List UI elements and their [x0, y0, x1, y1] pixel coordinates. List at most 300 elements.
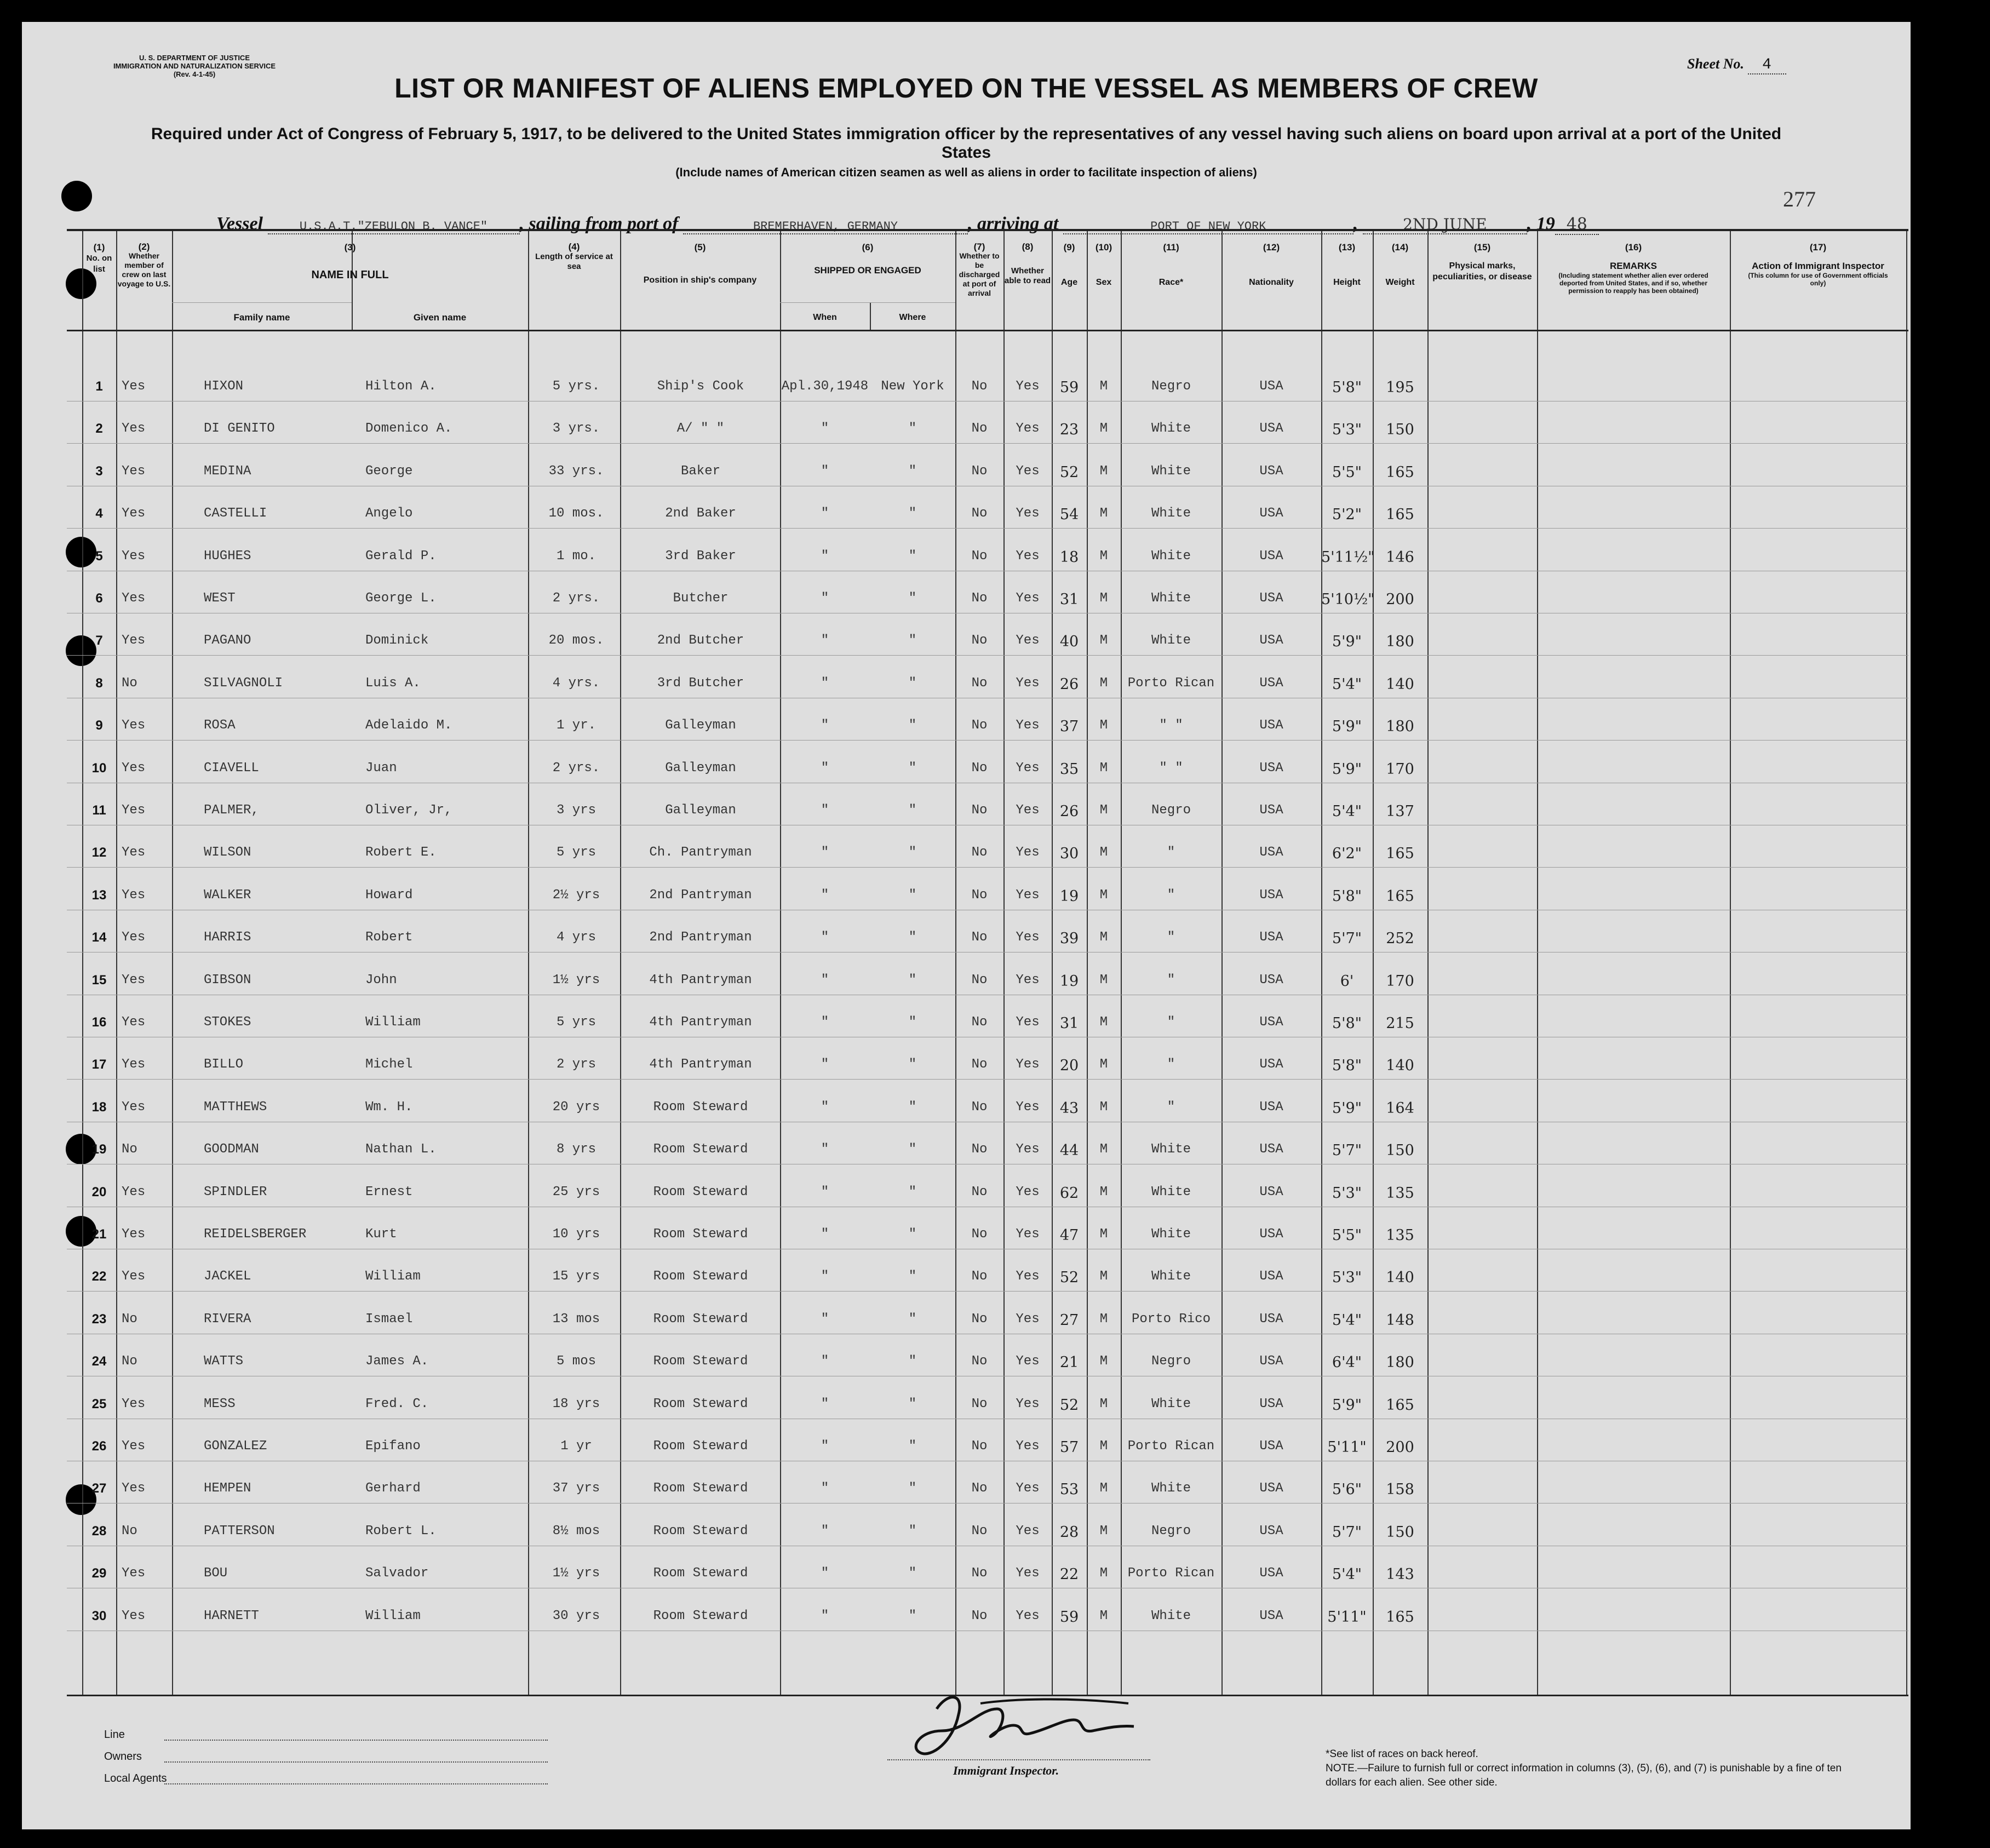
cell-no: 14 — [91, 930, 107, 945]
cell-when: " — [821, 973, 829, 988]
cell-when: " — [821, 1142, 829, 1157]
cell-no: 27 — [91, 1481, 107, 1496]
cell-last: Yes — [122, 633, 146, 648]
sheet-number-value: 4 — [1748, 56, 1786, 74]
column-divider — [1121, 231, 1122, 1695]
inspector-line — [887, 1759, 1150, 1760]
column-divider — [1730, 231, 1731, 1695]
cell-read: Yes — [1016, 506, 1040, 521]
cell-discharged: No — [971, 1397, 988, 1411]
cell-nat: USA — [1259, 1397, 1283, 1411]
cell-age: 31 — [1059, 1015, 1079, 1032]
cell-height: 5'5" — [1332, 464, 1362, 481]
agents-field — [164, 1783, 548, 1784]
cell-sex: M — [1099, 633, 1108, 648]
cell-when: " — [821, 803, 829, 818]
cell-read: Yes — [1016, 930, 1040, 945]
cell-weight: 165 — [1386, 888, 1414, 905]
column-divider — [1373, 231, 1374, 1695]
arrival-year: 48 — [1555, 215, 1599, 235]
cell-where: " — [908, 845, 917, 860]
cell-family: BOU — [204, 1566, 228, 1581]
family-name-header: Family name — [233, 312, 290, 323]
cell-read: Yes — [1016, 888, 1040, 903]
sailing-label: , sailing from port of — [519, 214, 679, 234]
col-header-3: (3) NAME IN FULL — [311, 242, 389, 281]
cell-last: Yes — [122, 1057, 146, 1072]
cell-service: 10 yrs — [552, 1227, 600, 1242]
arriving-label: , arriving at — [967, 214, 1059, 234]
cell-read: Yes — [1016, 1227, 1040, 1242]
column-divider — [82, 231, 83, 1695]
cell-sex: M — [1099, 973, 1108, 988]
cell-where: " — [908, 1524, 917, 1539]
cell-family: HIXON — [204, 379, 244, 394]
cell-given: George — [365, 464, 413, 479]
cell-service: 20 mos. — [548, 633, 604, 648]
cell-height: 5'9" — [1332, 718, 1362, 735]
cell-race: White — [1151, 506, 1191, 521]
cell-service: 15 yrs — [552, 1269, 600, 1284]
cell-weight: 180 — [1386, 1354, 1414, 1371]
cell-service: 13 mos — [552, 1312, 600, 1327]
cell-race: " — [1167, 1100, 1175, 1115]
cell-race: " — [1167, 973, 1175, 988]
cell-where: " — [908, 1269, 917, 1284]
cell-weight: 150 — [1386, 421, 1414, 438]
cell-discharged: No — [971, 1185, 988, 1200]
cell-read: Yes — [1016, 676, 1040, 691]
cell-when: " — [821, 464, 829, 479]
cell-given: Robert E. — [365, 845, 437, 860]
cell-position: 2nd Baker — [665, 506, 736, 521]
cell-position: Ship's Cook — [657, 379, 744, 394]
cell-sex: M — [1099, 1609, 1108, 1623]
cell-service: 5 yrs — [556, 845, 596, 860]
cell-service: 1½ yrs — [552, 1566, 600, 1581]
cell-where: " — [908, 1100, 917, 1115]
cell-weight: 135 — [1386, 1185, 1414, 1202]
col-header-14: (14) Weight — [1385, 242, 1415, 287]
cell-position: Room Steward — [653, 1524, 748, 1539]
cell-sex: M — [1099, 379, 1108, 394]
cell-family: CASTELLI — [204, 506, 267, 521]
cell-where: " — [908, 803, 917, 818]
cell-when: " — [821, 1269, 829, 1284]
cell-service: 8½ mos — [552, 1524, 600, 1539]
cell-when: " — [821, 549, 829, 564]
cell-last: Yes — [122, 1015, 146, 1030]
page-subtitle: Required under Act of Congress of February 5, 1917, to be delivered to the United States immigration officer by the representatives of any vessel having such aliens on board upon arrival at a port of the United States — [151, 125, 1782, 162]
cell-when: " — [821, 1185, 829, 1200]
cell-when: Apl.30,1948 — [781, 379, 869, 394]
local-agents-label: Local Agents — [104, 1772, 167, 1784]
cell-sex: M — [1099, 1142, 1108, 1157]
cell-position: Room Steward — [653, 1227, 748, 1242]
sheet-number — [1687, 56, 1786, 74]
cell-given: James A. — [365, 1354, 429, 1369]
cell-discharged: No — [971, 973, 988, 988]
cell-no: 4 — [95, 506, 103, 521]
cell-read: Yes — [1016, 1312, 1040, 1327]
cell-where: " — [908, 591, 917, 606]
cell-age: 47 — [1059, 1227, 1079, 1244]
col-header-6: (6) SHIPPED OR ENGAGED — [814, 242, 921, 276]
cell-no: 25 — [91, 1397, 107, 1411]
cell-when: " — [821, 506, 829, 521]
crew-table — [67, 229, 1908, 1696]
cell-nat: USA — [1259, 549, 1283, 564]
col-header-12: (12) Nationality — [1249, 242, 1294, 287]
cell-nat: USA — [1259, 1481, 1283, 1496]
cell-where: " — [908, 1609, 917, 1623]
form-revision: (Rev. 4-1-45) — [173, 70, 216, 78]
cell-given: Fred. C. — [365, 1397, 429, 1411]
cell-read: Yes — [1016, 591, 1040, 606]
cell-last: Yes — [122, 549, 146, 564]
row-rule — [67, 1291, 1908, 1292]
cell-age: 40 — [1059, 633, 1079, 650]
cell-sex: M — [1099, 803, 1108, 818]
col-header-13: (13) Height — [1333, 242, 1361, 287]
cell-position: Room Steward — [653, 1185, 748, 1200]
cell-discharged: No — [971, 676, 988, 691]
cell-age: 52 — [1059, 1397, 1079, 1414]
cell-discharged: No — [971, 888, 988, 903]
cell-sex: M — [1099, 1015, 1108, 1030]
cell-age: 35 — [1059, 761, 1079, 778]
cell-discharged: No — [971, 1227, 988, 1242]
cell-last: Yes — [122, 1609, 146, 1623]
col-header-5: (5) Position in ship's company — [643, 242, 757, 285]
cell-nat: USA — [1259, 379, 1283, 394]
col-header-1: (1) No. on list — [86, 242, 112, 274]
cell-race: White — [1151, 1185, 1191, 1200]
cell-given: Salvador — [365, 1566, 429, 1581]
cell-discharged: No — [971, 549, 988, 564]
cell-weight: 148 — [1386, 1312, 1414, 1329]
header-rule — [172, 302, 352, 303]
cell-race: White — [1151, 1227, 1191, 1242]
cell-discharged: No — [971, 761, 988, 776]
column-divider — [1427, 231, 1429, 1695]
cell-read: Yes — [1016, 1185, 1040, 1200]
footer-note — [1326, 1747, 1873, 1790]
cell-last: Yes — [122, 1100, 146, 1115]
column-divider — [1906, 231, 1907, 1695]
cell-no: 12 — [91, 845, 107, 860]
column-divider — [1087, 231, 1088, 1695]
cell-discharged: No — [971, 1142, 988, 1157]
cell-read: Yes — [1016, 845, 1040, 860]
cell-no: 21 — [91, 1227, 107, 1242]
cell-service: 4 yrs. — [552, 676, 600, 691]
cell-read: Yes — [1016, 633, 1040, 648]
cell-service: 1 yr. — [556, 718, 596, 733]
cell-last: Yes — [122, 1227, 146, 1242]
cell-weight: 135 — [1386, 1227, 1414, 1244]
cell-weight: 215 — [1386, 1015, 1414, 1032]
cell-service: 5 yrs — [556, 1015, 596, 1030]
cell-position: Room Steward — [653, 1566, 748, 1581]
cell-position: Butcher — [673, 591, 729, 606]
cell-height: 5'7" — [1332, 1524, 1362, 1541]
cell-position: Galleyman — [665, 803, 736, 818]
column-divider — [780, 231, 781, 1695]
cell-height: 5'4" — [1332, 1312, 1362, 1329]
cell-no: 13 — [91, 888, 107, 903]
cell-no: 20 — [91, 1185, 107, 1200]
cell-sex: M — [1099, 591, 1108, 606]
cell-service: 2 yrs — [556, 1057, 596, 1072]
cell-given: William — [365, 1015, 421, 1030]
cell-age: 22 — [1059, 1566, 1079, 1583]
cell-where: " — [908, 1142, 917, 1157]
cell-last: Yes — [122, 1439, 146, 1454]
cell-discharged: No — [971, 1566, 988, 1581]
cell-weight: 165 — [1386, 1609, 1414, 1626]
cell-weight: 170 — [1386, 973, 1414, 990]
cell-given: Juan — [365, 761, 397, 776]
cell-when: " — [821, 421, 829, 436]
owners-label: Owners — [104, 1751, 142, 1763]
cell-family: DI GENITO — [204, 421, 275, 436]
cell-sex: M — [1099, 676, 1108, 691]
col-header-15: (15) Physical marks, peculiarities, or disease — [1432, 242, 1532, 282]
cell-race: " — [1167, 1015, 1175, 1030]
cell-position: Galleyman — [665, 761, 736, 776]
cell-discharged: No — [971, 1057, 988, 1072]
cell-race: White — [1151, 1397, 1191, 1411]
cell-nat: USA — [1259, 1100, 1283, 1115]
vessel-label: Vessel — [216, 214, 263, 234]
cell-position: Ch. Pantryman — [649, 845, 752, 860]
cell-given: George L. — [365, 591, 437, 606]
cell-where: " — [908, 506, 917, 521]
service-name: IMMIGRATION AND NATURALIZATION SERVICE — [113, 62, 276, 70]
cell-sex: M — [1099, 718, 1108, 733]
cell-weight: 170 — [1386, 761, 1414, 778]
cell-race: " — [1167, 845, 1175, 860]
cell-age: 59 — [1059, 1609, 1079, 1626]
cell-height: 5'4" — [1332, 803, 1362, 820]
cell-position: 3rd Butcher — [657, 676, 744, 691]
cell-discharged: No — [971, 633, 988, 648]
cell-position: Room Steward — [653, 1354, 748, 1369]
cell-when: " — [821, 930, 829, 945]
cell-race: Negro — [1151, 1354, 1191, 1369]
cell-family: HARNETT — [204, 1609, 259, 1623]
cell-where: " — [908, 676, 917, 691]
cell-position: 2nd Pantryman — [649, 888, 752, 903]
cell-family: ROSA — [204, 718, 236, 733]
cell-family: STOKES — [204, 1015, 251, 1030]
cell-family: RIVERA — [204, 1312, 251, 1327]
cell-height: 5'9" — [1332, 1397, 1362, 1414]
cell-sex: M — [1099, 888, 1108, 903]
cell-last: Yes — [122, 464, 146, 479]
cell-service: 10 mos. — [548, 506, 604, 521]
cell-weight: 143 — [1386, 1566, 1414, 1583]
column-divider — [1003, 231, 1005, 1695]
cell-position: Room Steward — [653, 1439, 748, 1454]
cell-read: Yes — [1016, 1354, 1040, 1369]
cell-discharged: No — [971, 930, 988, 945]
col-header-16: (16) REMARKS (Including statement whether alien ever ordered deported from United States, and if so, whether permission to reapply has been obtained) — [1558, 242, 1708, 295]
cell-race: White — [1151, 633, 1191, 648]
manifest-header — [22, 22, 1911, 234]
cell-where: " — [908, 464, 917, 479]
cell-discharged: No — [971, 803, 988, 818]
include-note: (Include names of American citizen seamen as well as aliens in order to facilitate inspection of aliens) — [675, 165, 1257, 179]
cell-age: 19 — [1059, 888, 1079, 905]
cell-no: 23 — [91, 1312, 107, 1327]
cell-no: 28 — [91, 1524, 107, 1539]
cell-height: 5'8" — [1332, 379, 1362, 396]
cell-weight: 140 — [1386, 1269, 1414, 1286]
cell-given: Michel — [365, 1057, 413, 1072]
cell-height: 5'10½" — [1321, 591, 1375, 608]
cell-weight: 164 — [1386, 1100, 1414, 1117]
cell-position: 4th Pantryman — [649, 973, 752, 988]
cell-race: Porto Rican — [1127, 1439, 1215, 1454]
cell-where: " — [908, 761, 917, 776]
cell-no: 26 — [91, 1439, 107, 1454]
cell-when: " — [821, 1057, 829, 1072]
cell-nat: USA — [1259, 718, 1283, 733]
cell-family: WALKER — [204, 888, 251, 903]
cell-race: White — [1151, 421, 1191, 436]
cell-nat: USA — [1259, 464, 1283, 479]
cell-last: Yes — [122, 718, 146, 733]
penalty-note: NOTE.—Failure to furnish full or correct information in columns (3), (5), (6), and (7) is punishable by a fine of ten dollars for each alien. See other side. — [1326, 1763, 1842, 1788]
cell-no: 1 — [95, 379, 103, 394]
cell-sex: M — [1099, 1312, 1108, 1327]
cell-height: 6' — [1340, 973, 1354, 990]
cell-sex: M — [1099, 1481, 1108, 1496]
year-prefix: 19 — [1536, 214, 1555, 234]
cell-last: Yes — [122, 1566, 146, 1581]
cell-weight: 146 — [1386, 549, 1414, 566]
header-bottom-rule — [67, 330, 1908, 331]
races-note: *See list of races on back hereof. — [1326, 1748, 1478, 1760]
cell-discharged: No — [971, 421, 988, 436]
cell-position: 4th Pantryman — [649, 1057, 752, 1072]
cell-race: White — [1151, 549, 1191, 564]
cell-when: " — [821, 718, 829, 733]
cell-race: White — [1151, 1481, 1191, 1496]
cell-family: WEST — [204, 591, 236, 606]
cell-nat: USA — [1259, 1524, 1283, 1539]
cell-service: 30 yrs — [552, 1609, 600, 1623]
cell-height: 5'4" — [1332, 676, 1362, 693]
when-header: When — [813, 313, 837, 322]
cell-when: " — [821, 1397, 829, 1411]
cell-when: " — [821, 888, 829, 903]
cell-given: Domenico A. — [365, 421, 452, 436]
cell-when: " — [821, 1481, 829, 1496]
cell-service: 2 yrs. — [552, 591, 600, 606]
cell-nat: USA — [1259, 1057, 1283, 1072]
cell-when: " — [821, 591, 829, 606]
cell-position: A/ " " — [676, 421, 725, 436]
cell-position: Room Steward — [653, 1142, 748, 1157]
cell-when: " — [821, 1524, 829, 1539]
cell-read: Yes — [1016, 1566, 1040, 1581]
cell-read: Yes — [1016, 761, 1040, 776]
cell-nat: USA — [1259, 1269, 1283, 1284]
cell-no: 5 — [95, 549, 103, 564]
cell-nat: USA — [1259, 1609, 1283, 1623]
cell-nat: USA — [1259, 591, 1283, 606]
cell-no: 3 — [95, 464, 103, 479]
cell-no: 10 — [91, 761, 107, 776]
cell-height: 5'2" — [1332, 506, 1362, 523]
cell-given: Adelaido M. — [365, 718, 452, 733]
cell-weight: 165 — [1386, 464, 1414, 481]
cell-given: Robert — [365, 930, 413, 945]
cell-sex: M — [1099, 506, 1108, 521]
department-name: U. S. DEPARTMENT OF JUSTICE — [139, 54, 250, 62]
cell-where: " — [908, 1439, 917, 1454]
cell-when: " — [821, 1015, 829, 1030]
column-divider — [955, 231, 956, 1695]
cell-family: GIBSON — [204, 973, 251, 988]
cell-age: 30 — [1059, 845, 1079, 862]
cell-read: Yes — [1016, 1015, 1040, 1030]
cell-weight: 165 — [1386, 1397, 1414, 1414]
cell-where: " — [908, 1397, 917, 1411]
cell-weight: 200 — [1386, 1439, 1414, 1456]
cell-family: GOODMAN — [204, 1142, 259, 1157]
cell-age: 21 — [1059, 1354, 1079, 1371]
cell-position: 4th Pantryman — [649, 1015, 752, 1030]
cell-given: Ismael — [365, 1312, 413, 1327]
cell-last: Yes — [122, 379, 146, 394]
cell-weight: 165 — [1386, 845, 1414, 862]
cell-no: 15 — [91, 973, 107, 988]
cell-nat: USA — [1259, 1439, 1283, 1454]
row-rule — [67, 528, 1908, 529]
cell-family: SPINDLER — [204, 1185, 267, 1200]
cell-where: " — [908, 718, 917, 733]
col-header-4: (4) Length of service at sea — [535, 242, 613, 271]
cell-age: 23 — [1059, 421, 1079, 438]
cell-when: " — [821, 1566, 829, 1581]
column-divider — [528, 231, 529, 1695]
cell-age: 19 — [1059, 973, 1079, 990]
column-divider — [1537, 231, 1538, 1695]
column-divider — [620, 231, 621, 1695]
cell-family: HUGHES — [204, 549, 251, 564]
cell-discharged: No — [971, 845, 988, 860]
cell-when: " — [821, 1100, 829, 1115]
cell-sex: M — [1099, 464, 1108, 479]
cell-height: 5'11½" — [1321, 549, 1375, 566]
inspector-signature — [898, 1687, 1161, 1764]
cell-discharged: No — [971, 591, 988, 606]
col-header-2: (2) Whether member of crew on last voyage to U.S. — [117, 242, 171, 288]
cell-where: " — [908, 421, 917, 436]
cell-position: Room Steward — [653, 1269, 748, 1284]
cell-last: Yes — [122, 591, 146, 606]
cell-discharged: No — [971, 464, 988, 479]
cell-where: " — [908, 1566, 917, 1581]
cell-family: PATTERSON — [204, 1524, 275, 1539]
cell-race: White — [1151, 591, 1191, 606]
cell-family: HARRIS — [204, 930, 251, 945]
cell-race: " — [1167, 888, 1175, 903]
